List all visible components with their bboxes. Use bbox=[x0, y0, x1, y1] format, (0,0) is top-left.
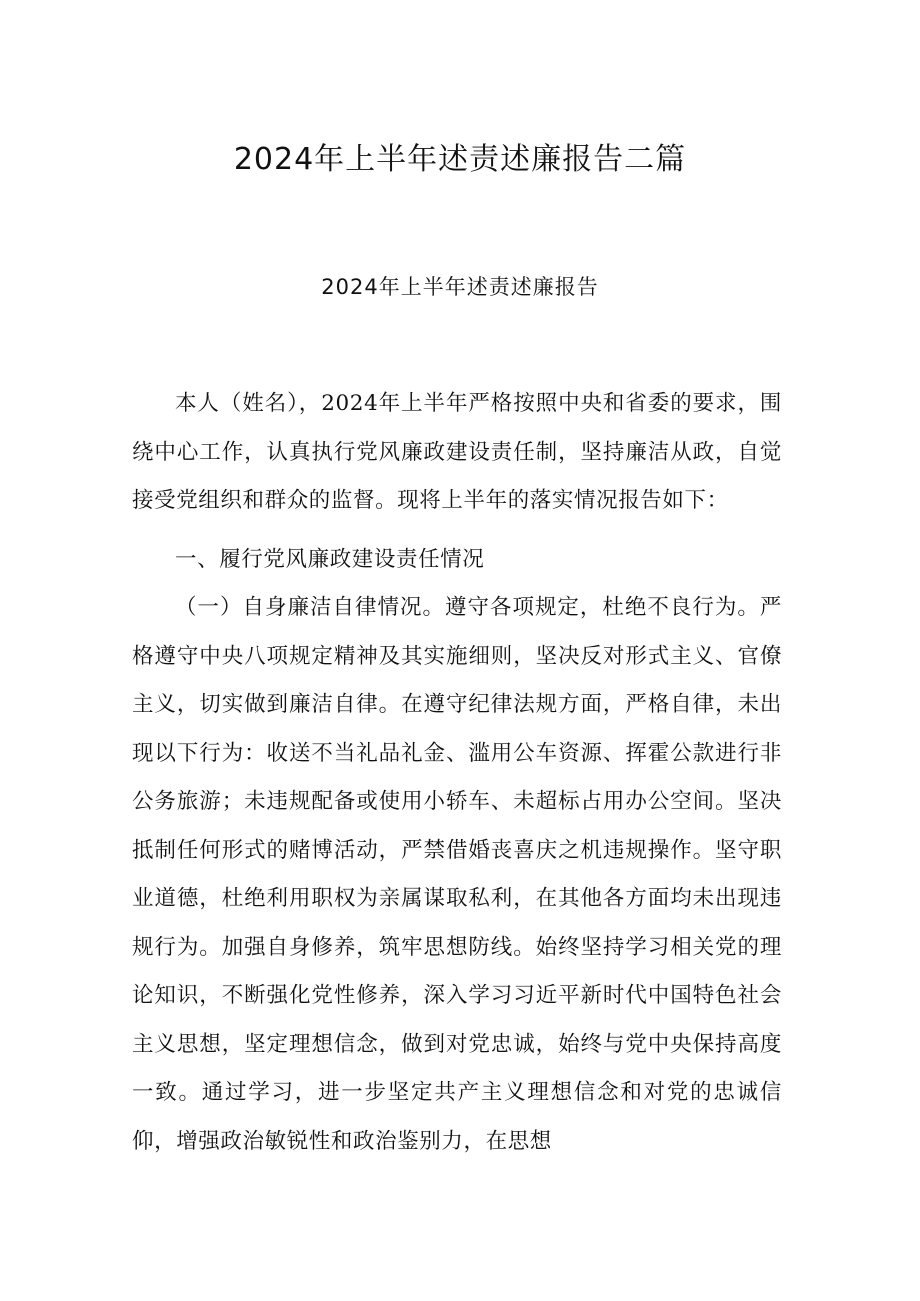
report-subtitle: 2024年上半年述责述廉报告 bbox=[321, 275, 599, 299]
section-heading: 一、履行党风廉政建设责任情况 bbox=[175, 547, 485, 572]
document-title: 2024年上半年述责述廉报告二篇 bbox=[233, 142, 687, 177]
section-body-paragraph: （一）自身廉洁自律情况。遵守各项规定，杜绝不良行为。严格遵守中央八项规定精神及其实施细则，坚决反对形式主义、官僚主义，切实做到廉洁自律。在遵守纪律法规方面，严格自律，未出现以下行为：收送不当礼品礼金、滥用公车资源、挥霍公款进行非公务旅游；未违规配备或使用小轿车、未超标占用办公空间。坚决抵制任何形式的赌博活动，严禁借婚丧喜庆之机违规操作。坚守职业道德，杜绝利用职权为亲属谋取私利，在其他各方面均未出现违规行为。加强自身修养，筑牢思想防线。始终坚持学习相关党的理论知识，不断强化党性修养，深入学习习近平新时代中国特色社会主义思想，坚定理想信念，做到对党忠诚，始终与党中央保持高度一致。通过学习，进一步坚定共产主义理想信念和对党的忠诚信仰，增强政治敏锐性和政治鉴别力，在思想 bbox=[132, 595, 782, 1154]
intro-paragraph: 本人（姓名），2024年上半年严格按照中央和省委的要求，围绕中心工作，认真执行党风廉政建设责任制，坚持廉洁从政，自觉接受党组织和群众的监督。现将上半年的落实情况报告如下： bbox=[132, 391, 782, 513]
